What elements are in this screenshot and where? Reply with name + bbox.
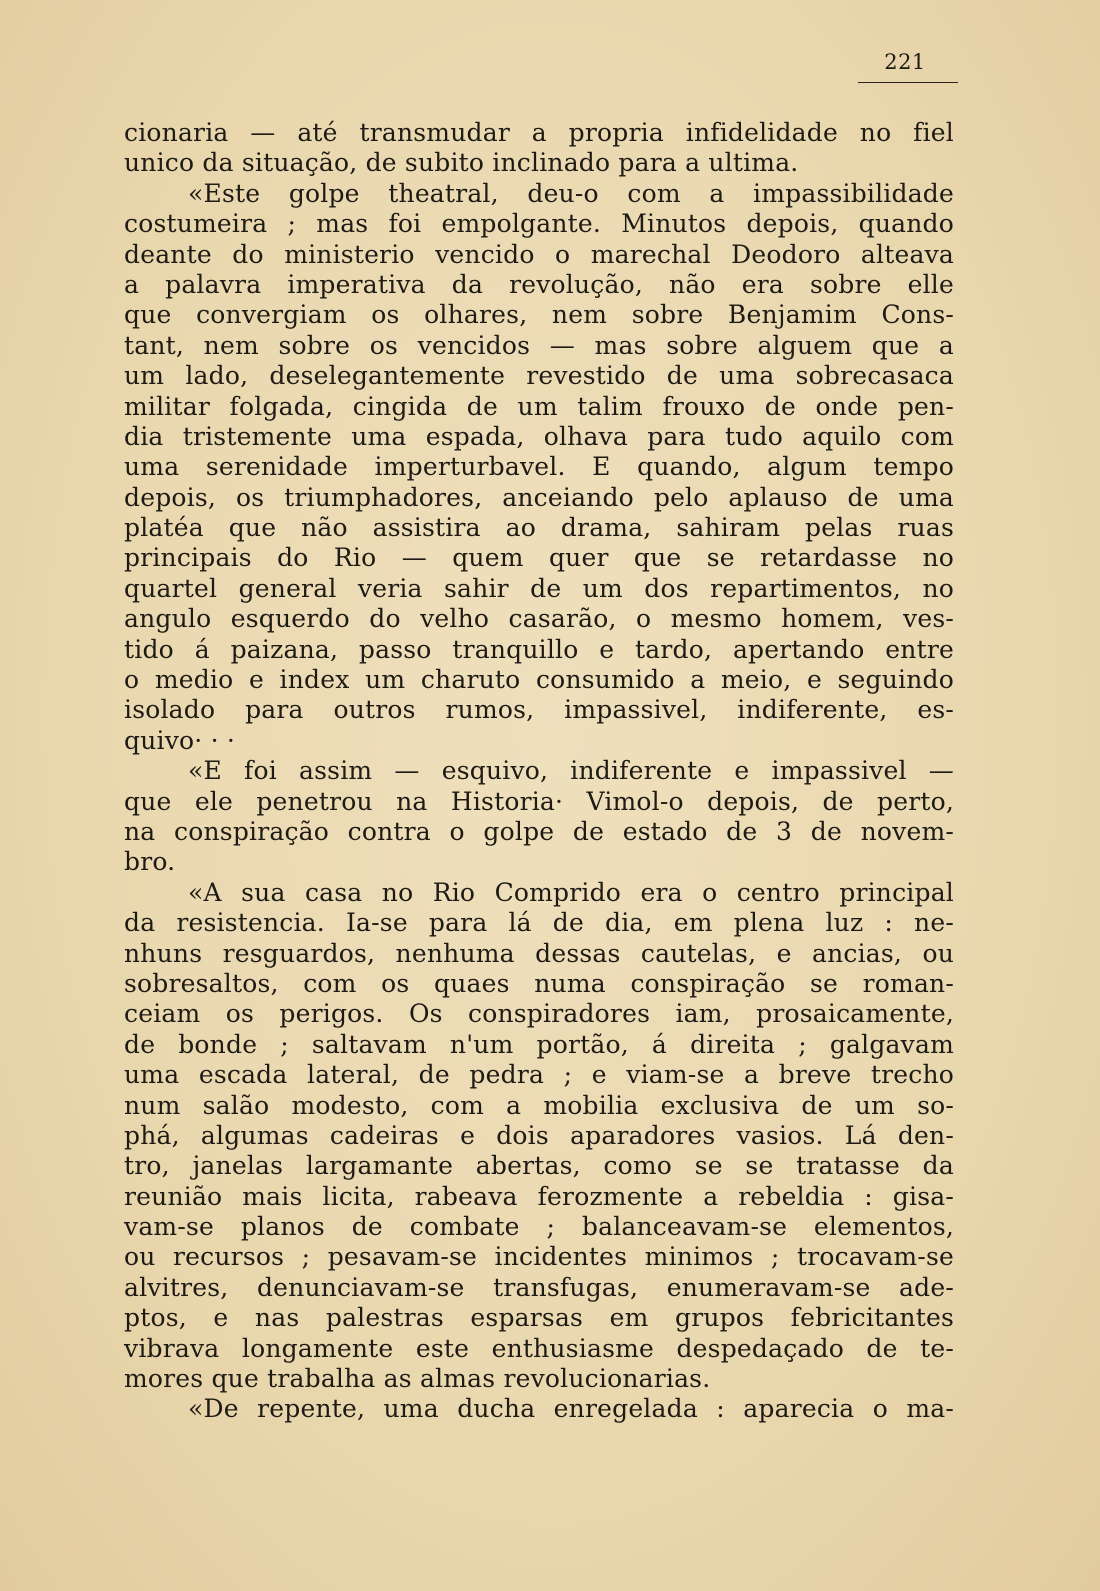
text-line: tro, janelas largamante abertas, como se se tratasse da xyxy=(124,1151,954,1181)
text-line: da resistencia. Ia-se para lá de dia, em plena luz : ne- xyxy=(124,908,954,938)
text-line: dia tristemente uma espada, olhava para tudo aquilo com xyxy=(124,421,954,451)
text-line: tant, nem sobre os vencidos — mas sobre alguem que a xyxy=(124,330,954,360)
text-line: deante do ministerio vencido o marechal Deodoro alteava xyxy=(124,239,954,269)
text-line: nhuns resguardos, nenhuma dessas cautelas, e ancias, ou xyxy=(124,938,954,968)
text-line: depois, os triumphadores, anceiando pelo aplauso de uma xyxy=(124,482,954,512)
text-line: um lado, deselegantemente revestido de uma sobrecasaca xyxy=(124,361,954,391)
header-rule xyxy=(858,82,958,83)
text-line: «De repente, uma ducha enregelada : aparecia o ma- xyxy=(188,1394,954,1424)
text-line: platéa que não assistira ao drama, sahiram pelas ruas xyxy=(124,513,954,543)
text-line: o medio e index um charuto consumido a meio, e seguindo xyxy=(124,665,954,695)
text-line: uma serenidade imperturbavel. E quando, algum tempo xyxy=(124,452,954,482)
text-line: bro. xyxy=(124,847,176,877)
text-line: phá, algumas cadeiras e dois aparadores vasios. Lá den- xyxy=(124,1120,954,1150)
text-line: ceiam os perigos. Os conspiradores iam, prosaicamente, xyxy=(124,999,954,1029)
text-line: tido á paizana, passo tranquillo e tardo, apertando entre xyxy=(124,634,954,664)
text-line: uma escada lateral, de pedra ; e viam-se a breve trecho xyxy=(124,1060,954,1090)
text-line: vibrava longamente este enthusiasme despedaçado de te- xyxy=(124,1333,954,1363)
text-line: angulo esquerdo do velho casarão, o mesmo homem, ves- xyxy=(124,604,954,634)
text-line: «Este golpe theatral, deu-o com a impassibilidade xyxy=(188,178,954,208)
page-number: 221 xyxy=(884,50,926,74)
text-line: na conspiração contra o golpe de estado de 3 de novem- xyxy=(124,816,954,846)
text-line: ou recursos ; pesavam-se incidentes minimos ; trocavam-se xyxy=(124,1242,954,1272)
text-line: principais do Rio — quem quer que se retardasse no xyxy=(124,543,954,573)
text-line: costumeira ; mas foi empolgante. Minutos depois, quando xyxy=(124,209,954,239)
text-line: vam-se planos de combate ; balanceavam-se elementos, xyxy=(124,1212,954,1242)
body-text xyxy=(124,118,954,1425)
text-line: mores que trabalha as almas revolucionarias. xyxy=(124,1364,711,1394)
text-line: reunião mais licita, rabeava ferozmente a rebeldia : gisa- xyxy=(124,1181,954,1211)
text-line: num salão modesto, com a mobilia exclusiva de um so- xyxy=(124,1090,954,1120)
text-line: ptos, e nas palestras esparsas em grupos febricitantes xyxy=(124,1303,954,1333)
text-line: alvitres, denunciavam-se transfugas, enumeravam-se ade- xyxy=(124,1272,954,1302)
text-line: militar folgada, cingida de um talim frouxo de onde pen- xyxy=(124,391,954,421)
text-line: «E foi assim — esquivo, indiferente e impassivel — xyxy=(188,756,954,786)
text-line: sobresaltos, com os quaes numa conspiração se roman- xyxy=(124,968,954,998)
text-line: cionaria — até transmudar a propria infidelidade no fiel xyxy=(124,118,954,147)
text-line: «A sua casa no Rio Comprido era o centro principal xyxy=(188,877,954,907)
text-line: unico da situação, de subito inclinado para a ultima. xyxy=(124,148,799,178)
text-line: que ele penetrou na Historia· Vimol-o depois, de perto, xyxy=(124,786,954,816)
text-line: de bonde ; saltavam n'um portão, á direita ; galgavam xyxy=(124,1029,954,1059)
text-line: que convergiam os olhares, nem sobre Benjamim Cons- xyxy=(124,300,954,330)
text-line: quartel general veria sahir de um dos repartimentos, no xyxy=(124,573,954,603)
text-line: quivo· · · xyxy=(124,725,236,755)
text-line: a palavra imperativa da revolução, não era sobre elle xyxy=(124,269,954,299)
text-line: isolado para outros rumos, impassivel, indiferente, es- xyxy=(124,695,954,725)
